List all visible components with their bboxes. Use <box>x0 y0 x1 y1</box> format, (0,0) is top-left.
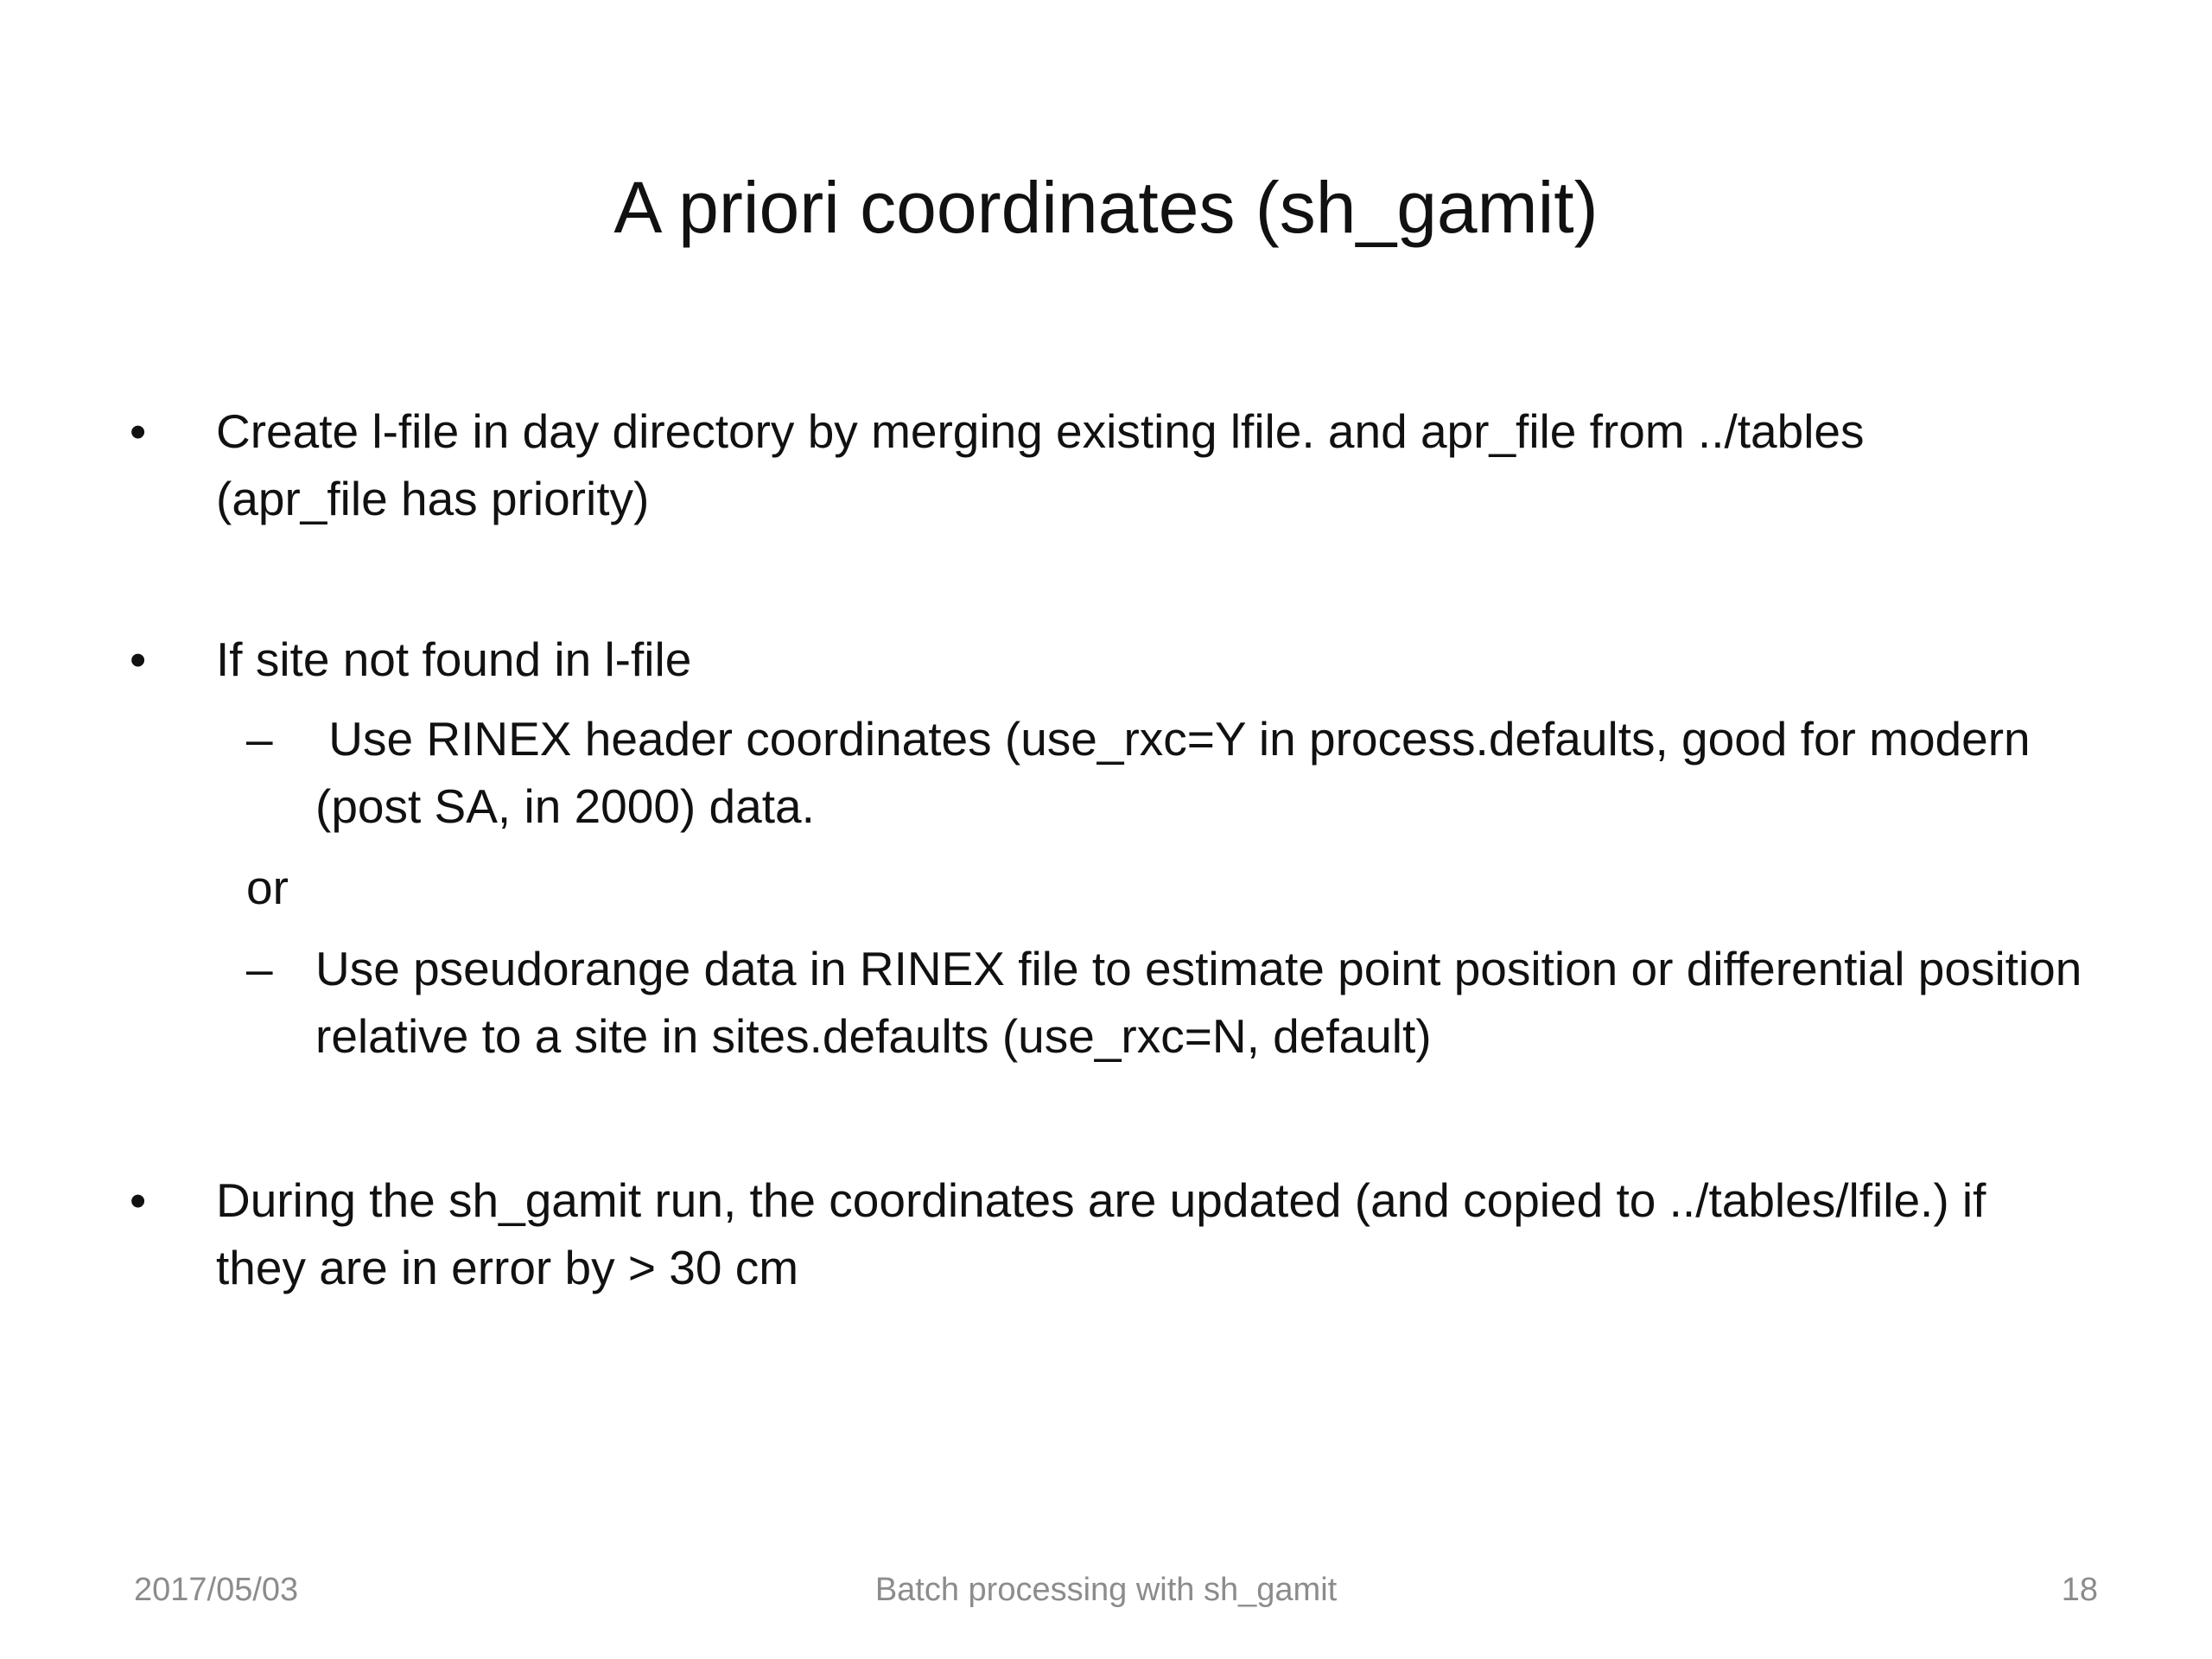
slide-title: A priori coordinates (sh_gamit) <box>613 167 1599 248</box>
footer-page-number: 18 <box>2061 1572 2098 1608</box>
sub-text: Use pseudorange data in RINEX file to estimate point position or differential position relative to a site in sites.defaults (use_rxc=N, default) <box>315 942 2082 1063</box>
footer-title: Batch processing with sh_gamit <box>874 1572 1338 1608</box>
footer-date: 2017/05/03 <box>134 1572 299 1608</box>
sub-item-2 <box>246 935 2082 1070</box>
sub-item-1 <box>246 705 2082 840</box>
or-connector: or <box>246 861 289 914</box>
bullet-item-2 <box>130 626 2039 693</box>
sub-marker: – <box>246 942 273 995</box>
sub-text: Use RINEX header coordinates (use_rxc=Y in process.defaults, good for modern (post SA, in 2000) data. <box>315 712 2044 833</box>
bullet-item-3 <box>130 1166 2039 1301</box>
bullet-marker: • <box>130 404 147 458</box>
bullet-marker: • <box>130 632 147 686</box>
bullet-item-1 <box>130 397 2039 532</box>
bullet-text: Create l-file in day directory by merging existing lfile. and apr_file from ../tables (apr_file has priority) <box>216 404 1865 525</box>
bullet-text: If site not found in l-file <box>216 632 692 686</box>
sub-marker: – <box>246 712 273 766</box>
slide-content <box>130 397 2082 1301</box>
bullet-marker: • <box>130 1173 147 1227</box>
bullet-text: During the sh_gamit run, the coordinates are updated (and copied to ../tables/lfile.) if they are in error by > 30 cm <box>216 1173 1986 1294</box>
